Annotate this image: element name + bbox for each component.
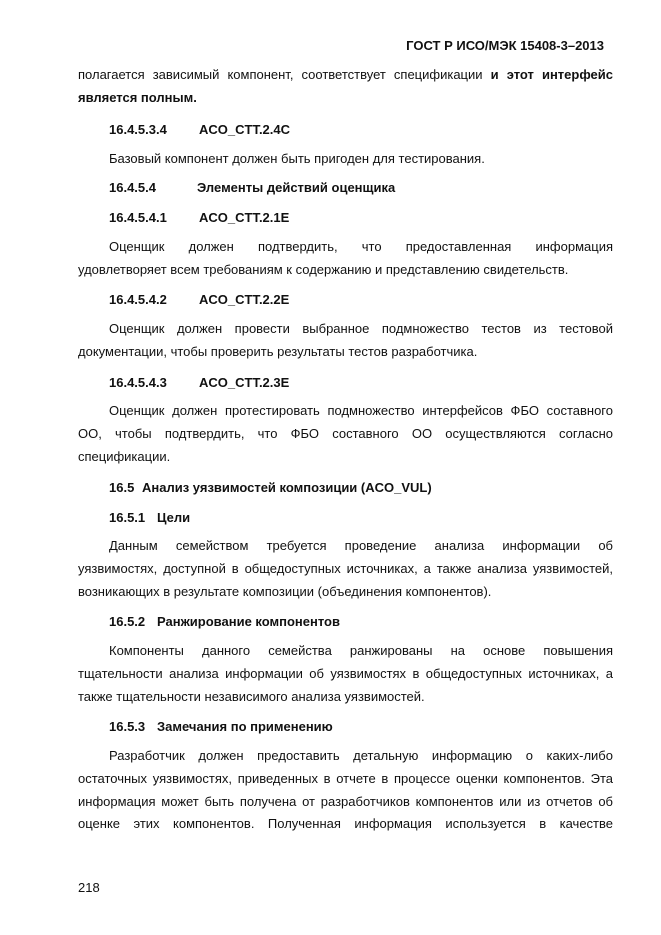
page-number: 218 [78,880,100,895]
document-header: ГОСТ Р ИСО/МЭК 15408-3–2013 [406,38,604,53]
section-heading: 16.5 Анализ уязвимостей композиции (ACO_VUL) [109,480,432,495]
paragraph: Данным семейством требуется проведение анализа информации об уязвимостях, доступной в общедоступных источниках, а также анализа уязвимостей, возникающих в результате композиции (объединения компонентов). [78,538,613,599]
paragraph: Оценщик должен протестировать подмножество интерфейсов ФБО составного ОО, чтобы подтвердить, что ФБО составного ОО осуществляются согласно спецификации. [78,403,613,464]
paragraph: Компоненты данного семейства ранжированы на основе повышения тщательности анализа информации об уязвимостях в общедоступных источниках, а также тщательности независимого анализа уязвимостей. [78,643,613,704]
paragraph-line: полагается зависимый компонент, соответствует спецификации и этот интерфейс [78,67,613,82]
section-heading: 16.4.5.4.2 ACO_CTT.2.2E [109,292,290,307]
paragraph: Разработчик должен предоставить детальную информацию о каких-либо остаточных уязвимостях, приведенных в отчете в процессе оценки компонентов. Эта информация может быть получена от разработчиков компонентов или из отчетов об оценке этих компонентов. Полученная информация используется в качестве [78,748,613,832]
section-heading: 16.4.5.3.4 ACO_CTT.2.4C [109,122,291,137]
section-heading: 16.5.1 Цели [109,510,191,525]
paragraph-line: является полным. [78,89,197,105]
paragraph: Оценщик должен провести выбранное подмножество тестов из тестовой документации, чтобы проверить результаты тестов разработчика. [78,321,613,359]
paragraph: Оценщик должен подтвердить, что предоставленная информация удовлетворяет всем требованиям к содержанию и представлению свидетельств. [78,239,613,277]
section-heading: 16.5.2 Ранжирование компонентов [109,614,340,629]
section-heading: 16.4.5.4 Элементы действий оценщика [109,180,396,195]
section-heading: 16.5.3 Замечания по применению [109,719,333,734]
section-heading: 16.4.5.4.1 ACO_CTT.2.1E [109,210,290,225]
section-heading: 16.4.5.4.3 ACO_CTT.2.3E [109,375,290,390]
paragraph-continuation [78,64,613,110]
paragraph: Базовый компонент должен быть пригоден для тестирования. [109,151,485,166]
